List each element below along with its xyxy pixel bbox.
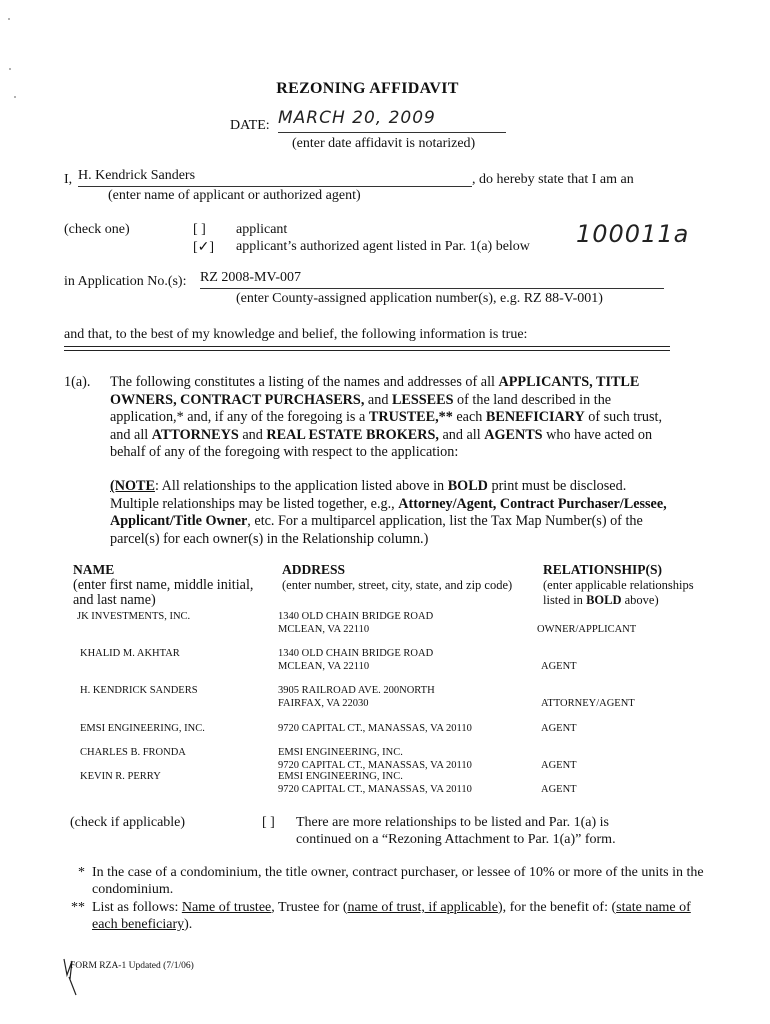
statement-prefix: I,	[64, 172, 73, 187]
par1a-segment: TRUSTEE,**	[368, 409, 453, 425]
divider-double	[64, 346, 670, 347]
document-title: REZONING AFFIDAVIT	[276, 80, 459, 97]
row-1-address2: MCLEAN, VA 22110	[278, 624, 370, 635]
row-4-name: EMSI ENGINEERING, INC.	[80, 723, 205, 734]
divider-double	[64, 350, 670, 351]
agent-option-label: applicant’s authorized agent listed in Par. 1(a) below	[236, 239, 530, 254]
note-segment: : All relationships to the application listed above in	[154, 478, 448, 494]
check-if-applicable-label: (check if applicable)	[70, 815, 186, 830]
footnote-2-line1	[92, 900, 691, 916]
hint-text: listed in	[543, 593, 583, 607]
statement-hint: (enter name of applicant or authorized agent)	[108, 188, 361, 203]
fn-text: List as follows:	[92, 900, 182, 915]
fn-underlined: name of trust, if applicable	[347, 900, 498, 915]
more-relationships-checkbox[interactable]: [ ]	[262, 815, 275, 830]
row-2-address2: MCLEAN, VA 22110	[278, 661, 370, 672]
fn-underlined: each beneficiary	[92, 917, 185, 932]
par-1a-text	[110, 374, 675, 462]
par1a-segment: of such trust, and all	[110, 409, 662, 443]
footnote-1-line1: In the case of a condominium, the title owner, contract purchaser, or lessee of 10% or more of the units in the	[92, 865, 704, 880]
header-address: ADDRESS	[282, 562, 346, 577]
footnote-1-marker: *	[78, 865, 85, 880]
row-2-address1: 1340 OLD CHAIN BRIDGE ROAD	[278, 648, 434, 659]
par1a-segment: ATTORNEYS	[151, 426, 239, 443]
footnote-2-marker: **	[71, 900, 85, 915]
application-number-field[interactable]: RZ 2008-MV-007	[200, 270, 664, 289]
row-5-address1: EMSI ENGINEERING, INC.	[278, 747, 403, 758]
par1a-segment: APPLICANTS, TITLE OWNERS, CONTRACT PURCHASERS,	[110, 374, 640, 408]
par1a-segment: and	[364, 391, 392, 408]
par1a-segment: who have acted on behalf of any of the foregoing with respect to the application:	[110, 426, 653, 460]
application-label: in Application No.(s):	[64, 274, 187, 289]
applicant-option-label: applicant	[236, 222, 288, 237]
note-segment: print must be disclosed. Multiple relationships may be listed together, e.g.,	[110, 478, 627, 512]
row-6-address1: EMSI ENGINEERING, INC.	[278, 771, 403, 782]
hint-text: above)	[624, 593, 659, 607]
note-segment: BOLD	[447, 478, 488, 494]
row-2-name: KHALID M. AKHTAR	[80, 648, 180, 659]
header-relationship: RELATIONSHIP(S)	[543, 562, 663, 577]
application-hint: (enter County-assigned application number(s), e.g. RZ 88-V-001)	[236, 291, 603, 306]
row-2-relationship: AGENT	[541, 661, 577, 672]
more-relationships-line1: There are more relationships to be listed and Par. 1(a) is	[296, 815, 609, 830]
fn-underlined: Name of trustee	[181, 900, 272, 915]
par1a-segment: REAL ESTATE BROKERS,	[266, 426, 439, 443]
row-4-relationship: AGENT	[541, 723, 577, 734]
header-name: NAME	[73, 562, 115, 577]
footnote-2-line2	[92, 917, 192, 933]
par1a-segment: BENEFICIARY	[485, 409, 585, 425]
applicant-name-field[interactable]: H. Kendrick Sanders	[78, 168, 472, 187]
par1a-segment: and all	[438, 426, 485, 443]
row-3-relationship: ATTORNEY/AGENT	[541, 698, 635, 709]
date-label: DATE:	[230, 118, 270, 133]
agent-checkbox[interactable]: [✓]	[193, 240, 215, 255]
date-hint: (enter date affidavit is notarized)	[292, 136, 476, 151]
row-4-address1: 9720 CAPITAL CT., MANASSAS, VA 20110	[278, 723, 472, 734]
row-5-relationship: AGENT	[541, 760, 577, 771]
scan-speck	[8, 18, 10, 20]
scan-speck	[9, 68, 11, 70]
form-id: FORM RZA-1 Updated (7/1/06)	[70, 961, 194, 971]
fn-underlined: state name of	[616, 900, 691, 915]
row-1-address1: 1340 OLD CHAIN BRIDGE ROAD	[278, 611, 434, 622]
header-relationship-hint: (enter applicable relationships	[543, 578, 694, 592]
header-relationship-hint-2	[543, 593, 659, 608]
header-address-hint: (enter number, street, city, state, and zip code)	[282, 578, 513, 592]
row-1-name: JK INVESTMENTS, INC.	[77, 611, 191, 622]
row-1-relationship: OWNER/APPLICANT	[537, 624, 637, 635]
fn-text: , Trustee for (	[271, 900, 348, 915]
header-name-hint: (enter first name, middle initial, and last name)	[73, 577, 254, 608]
par-1a-number: 1(a).	[64, 374, 91, 390]
par1a-segment: LESSEES	[391, 391, 454, 408]
row-5-name: CHARLES B. FRONDA	[80, 747, 186, 758]
fn-text: ), for the benefit of: (	[497, 900, 617, 915]
handwritten-note: 100011a	[576, 220, 690, 248]
belief-line: and that, to the best of my knowledge and belief, the following information is true:	[64, 327, 528, 342]
par1a-segment: The following constitutes a listing of the names and addresses of all	[110, 374, 499, 390]
note-label: (NOTE	[110, 478, 155, 494]
row-6-name: KEVIN R. PERRY	[80, 771, 161, 782]
note-segment: , etc. For a multiparcel application, list the Tax Map Number(s) of the parcel(s) for each owner(s) in the Relationship column.)	[110, 513, 643, 547]
par1a-segment: each	[452, 409, 486, 425]
note-segment: Attorney/Agent, Contract Purchaser/Lessee, Applicant/Title Owner	[110, 495, 667, 529]
check-one-label: (check one)	[64, 222, 130, 237]
applicant-checkbox[interactable]: [ ]	[193, 222, 206, 237]
par1a-segment: of the land described in the application,* and, if any of the foregoing is a	[110, 391, 612, 425]
row-6-relationship: AGENT	[541, 784, 577, 795]
statement-suffix: , do hereby state that I am an	[472, 172, 634, 187]
row-3-address2: FAIRFAX, VA 22030	[278, 698, 369, 709]
more-relationships-line2: continued on a “Rezoning Attachment to Par. 1(a)” form.	[296, 832, 616, 847]
footnote-1-line2: condominium.	[92, 882, 174, 897]
row-3-name: H. KENDRICK SANDERS	[80, 685, 198, 696]
date-field[interactable]: MARCH 20, 2009	[278, 108, 506, 133]
row-6-address2: 9720 CAPITAL CT., MANASSAS, VA 20110	[278, 784, 472, 795]
fn-text: ).	[184, 917, 193, 932]
hint-bold: BOLD	[586, 593, 622, 607]
row-3-address1: 3905 RAILROAD AVE. 200NORTH	[278, 685, 435, 696]
par1a-segment: and	[238, 426, 267, 443]
par1a-segment: AGENTS	[484, 426, 543, 443]
par-1a-note	[110, 478, 675, 548]
row-5-address2: 9720 CAPITAL CT., MANASSAS, VA 20110	[278, 760, 472, 771]
